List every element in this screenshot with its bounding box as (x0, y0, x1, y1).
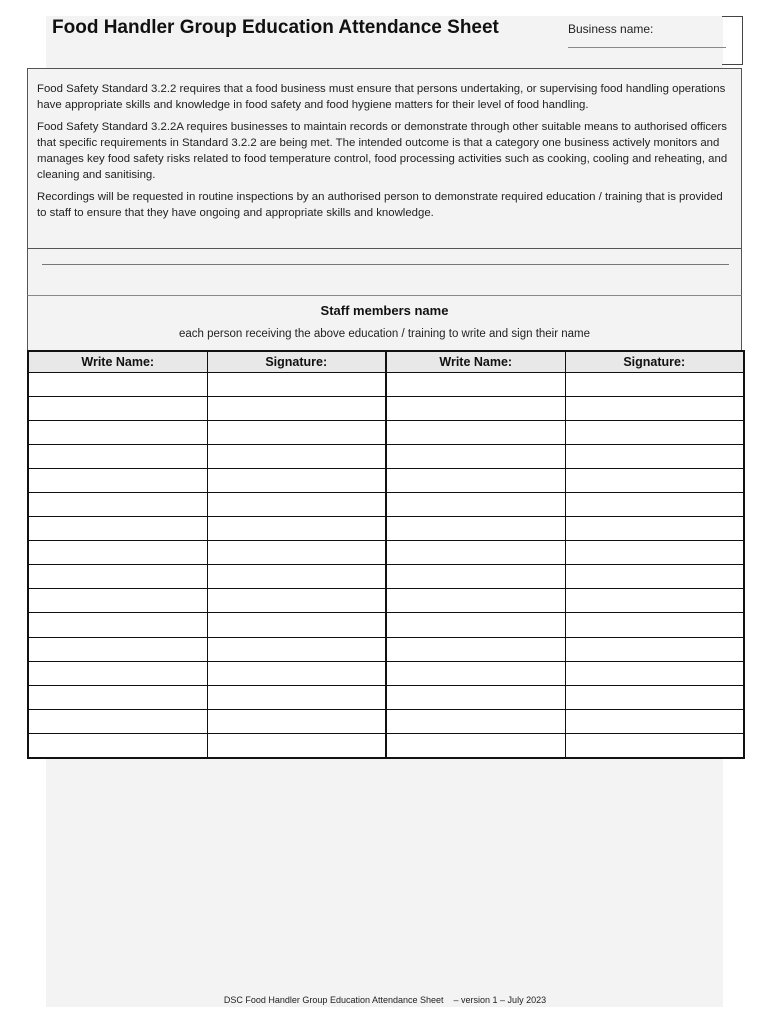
name-cell[interactable] (28, 733, 207, 758)
signature-cell[interactable] (207, 685, 386, 709)
signature-cell[interactable] (207, 373, 386, 397)
name-cell[interactable] (28, 541, 207, 565)
business-name-label: Business name: (568, 22, 654, 36)
signature-cell[interactable] (207, 397, 386, 421)
intro-paragraph: Food Safety Standard 3.2.2A requires businesses to maintain records or demonstrate through other suitable means to authorised officers that specific requirements in Standard 3.2.2 are being met. The intended outcome is that a category one business actively monitors and manages key food safety risks related to food temperature control, food processing activities such as cooking, cooling and reheating, and cleaning and sanitising. (37, 121, 728, 181)
signature-cell[interactable] (565, 421, 744, 445)
name-cell[interactable] (28, 661, 207, 685)
signature-cell[interactable] (207, 589, 386, 613)
signature-cell[interactable] (565, 685, 744, 709)
name-cell[interactable] (386, 565, 565, 589)
name-cell[interactable] (386, 373, 565, 397)
name-cell[interactable] (28, 445, 207, 469)
name-cell[interactable] (28, 589, 207, 613)
column-header-write-name: Write Name: (386, 351, 565, 373)
table-row (28, 397, 744, 421)
name-cell[interactable] (28, 421, 207, 445)
name-cell[interactable] (386, 469, 565, 493)
signature-cell[interactable] (565, 541, 744, 565)
name-cell[interactable] (28, 709, 207, 733)
signature-cell[interactable] (207, 637, 386, 661)
signature-cell[interactable] (565, 517, 744, 541)
signature-cell[interactable] (207, 517, 386, 541)
signature-cell[interactable] (207, 661, 386, 685)
name-cell[interactable] (28, 517, 207, 541)
signature-cell[interactable] (565, 589, 744, 613)
signature-cell[interactable] (207, 493, 386, 517)
signature-cell[interactable] (565, 469, 744, 493)
signature-cell[interactable] (565, 709, 744, 733)
intro-paragraph: Food Safety Standard 3.2.2 requires that a food business must ensure that persons undertaking, or supervising food handling operations have appropriate skills and knowledge in food safety and food hygiene matters for their level of food handling. (37, 83, 726, 111)
signature-cell[interactable] (207, 709, 386, 733)
name-cell[interactable] (386, 421, 565, 445)
name-cell[interactable] (28, 469, 207, 493)
table-row (28, 637, 744, 661)
signature-cell[interactable] (565, 637, 744, 661)
signature-cell[interactable] (207, 445, 386, 469)
name-cell[interactable] (386, 493, 565, 517)
table-row (28, 421, 744, 445)
name-cell[interactable] (28, 493, 207, 517)
signature-cell[interactable] (565, 493, 744, 517)
topic-entry-box (27, 249, 742, 296)
table-row (28, 709, 744, 733)
table-row (28, 373, 744, 397)
column-header-signature: Signature: (565, 351, 744, 373)
table-row (28, 517, 744, 541)
page-title: Food Handler Group Education Attendance Sheet (52, 17, 499, 38)
name-cell[interactable] (386, 709, 565, 733)
name-cell[interactable] (386, 445, 565, 469)
signature-cell[interactable] (207, 469, 386, 493)
signature-cell[interactable] (565, 733, 744, 758)
staff-header-box (27, 296, 742, 351)
signature-cell[interactable] (207, 733, 386, 758)
name-cell[interactable] (386, 637, 565, 661)
name-cell[interactable] (28, 397, 207, 421)
footer-text: DSC Food Handler Group Education Attendance Sheet – version 1 – July 2023 (223, 995, 547, 1005)
column-header-write-name: Write Name: (28, 351, 207, 373)
table-header-row (28, 351, 744, 373)
name-cell[interactable] (28, 685, 207, 709)
name-cell[interactable] (386, 397, 565, 421)
signature-cell[interactable] (207, 421, 386, 445)
name-cell[interactable] (28, 565, 207, 589)
table-row (28, 733, 744, 758)
business-name-field[interactable] (568, 47, 726, 48)
signature-cell[interactable] (565, 661, 744, 685)
name-cell[interactable] (386, 541, 565, 565)
staff-title: Staff members name (320, 303, 449, 318)
business-name-bracket (722, 16, 743, 65)
name-cell[interactable] (386, 685, 565, 709)
name-cell[interactable] (386, 661, 565, 685)
table-row (28, 541, 744, 565)
name-cell[interactable] (386, 613, 565, 637)
table-row (28, 589, 744, 613)
name-cell[interactable] (386, 589, 565, 613)
table-row (28, 493, 744, 517)
table-row (28, 445, 744, 469)
name-cell[interactable] (28, 373, 207, 397)
staff-subtitle: each person receiving the above education / training to write and sign their name (178, 328, 591, 340)
table-row (28, 661, 744, 685)
signature-cell[interactable] (207, 613, 386, 637)
topic-entry-line[interactable] (42, 264, 729, 265)
signature-cell[interactable] (207, 565, 386, 589)
signature-cell[interactable] (565, 565, 744, 589)
name-cell[interactable] (386, 517, 565, 541)
intro-paragraph: Recordings will be requested in routine inspections by an authorised person to demonstrate required education / training that is provided to staff to ensure that they have ongoing and appropriate skills and knowledge. (37, 191, 723, 219)
signature-cell[interactable] (207, 541, 386, 565)
name-cell[interactable] (386, 733, 565, 758)
name-cell[interactable] (28, 637, 207, 661)
table-row (28, 565, 744, 589)
signature-cell[interactable] (565, 373, 744, 397)
table-row (28, 469, 744, 493)
table-row (28, 685, 744, 709)
attendance-table-body (28, 373, 744, 759)
intro-box (27, 68, 742, 249)
signature-cell[interactable] (565, 397, 744, 421)
table-row (28, 613, 744, 637)
column-header-signature: Signature: (207, 351, 386, 373)
signature-cell[interactable] (565, 445, 744, 469)
name-cell[interactable] (28, 613, 207, 637)
signature-cell[interactable] (565, 613, 744, 637)
attendance-table (27, 350, 745, 759)
